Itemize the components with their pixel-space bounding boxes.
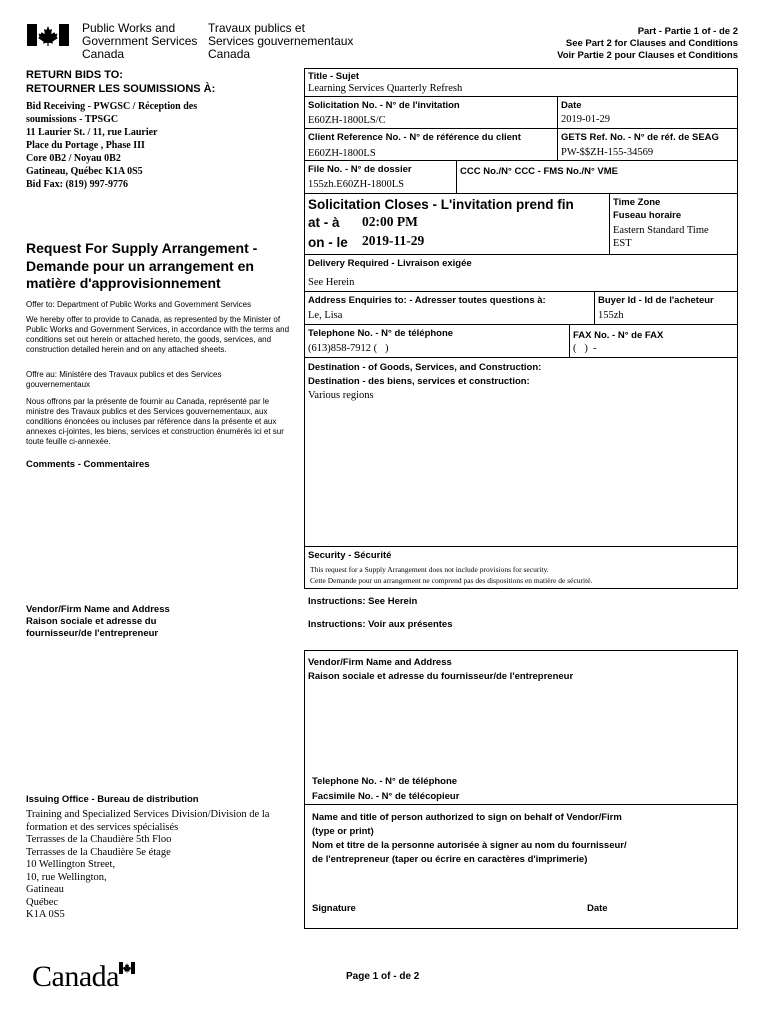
- return-bids-title: [26, 68, 215, 96]
- security-label: Security - Sécurité: [308, 550, 392, 561]
- time-zone-label-fr: Fuseau horaire: [613, 210, 682, 221]
- govt-name-en-line: Government Services: [82, 34, 198, 48]
- return-bids-address: Bid Receiving - PWGSC / Réception des soumissions - TPSGC 11 Laurier St. / 11, rue Laurier Place du Portage , Phase III Core 0B2 / Noyau 0B2 Gatineau, Québec K1A 0S5 Bid Fax: (819) 997-9776: [26, 101, 198, 190]
- instructions-en: Instructions: See Herein: [308, 596, 418, 607]
- destination-label-en: Destination - of Goods, Services, and Construction:: [308, 362, 542, 373]
- wordmark-flag-icon: [119, 962, 135, 974]
- canada-wordmark: [32, 960, 136, 994]
- closing-date-value: 2019-11-29: [362, 233, 425, 248]
- maple-leaf-flag-icon: [27, 24, 69, 46]
- security-text-en: This request for a Supply Arrangement does not include provisions for security.: [310, 565, 549, 574]
- vendor-left-label: Vendor/Firm Name and Address Raison sociale et adresse du fournisseur/de l'entrepreneur: [26, 604, 170, 639]
- telephone-value: (613)858-7912 ( ): [308, 343, 389, 354]
- gets-ref-value: PW-$$ZH-155-34569: [561, 147, 654, 158]
- part-info: [557, 26, 738, 62]
- authorized-signer-area[interactable]: [312, 870, 732, 898]
- govt-name-en-line: Canada: [82, 47, 125, 61]
- vendor-fax-label: Facsimile No. - N° de télécopieur: [312, 791, 460, 802]
- comments-label: Comments - Commentaires: [26, 459, 150, 470]
- authorized-signer-label: Name and title of person authorized to sign on behalf of Vendor/Firm (type or print) Nom et titre de la personne autorisée à signer au nom du fournisseur/ de l'entrepreneur (taper ou écrire en caractères d'imprimerie): [312, 812, 627, 865]
- time-zone-label-en: Time Zone: [613, 197, 661, 208]
- ccc-label: CCC No./N° CCC - FMS No./N° VME: [460, 166, 619, 177]
- govt-name-fr-line: Travaux publics et: [208, 21, 305, 35]
- signature-date-label: Date: [587, 903, 608, 914]
- govt-name-fr-line: Services gouvernementaux: [208, 34, 354, 48]
- offer-to-text: Offer to: Department of Public Works and Government Services: [26, 300, 252, 309]
- address-enquiries-value: Le, Lisa: [308, 310, 343, 321]
- file-no-label: File No. - N° de dossier: [308, 164, 412, 175]
- vendor-name-address-area[interactable]: [308, 686, 734, 772]
- return-bids-en: RETURN BIDS TO:: [26, 69, 123, 81]
- solicitation-closes-label: Solicitation Closes - L'invitation prend fin: [308, 197, 574, 212]
- request-title: Request For Supply Arrangement - Demande pour un arrangement en matière d'approvisionnement: [26, 240, 258, 291]
- govt-name-fr: [208, 22, 353, 61]
- instructions-fr: Instructions: Voir aux présentes: [308, 619, 453, 630]
- govt-name-en-line: Public Works and: [82, 21, 176, 35]
- at-label: at - à: [308, 215, 340, 230]
- file-no-value: 155zh.E60ZH-1800LS: [308, 179, 404, 190]
- on-label: on - le: [308, 235, 348, 250]
- vendor-telephone-label: Telephone No. - N° de téléphone: [312, 776, 458, 787]
- offre-au-text: Offre au: Ministère des Travaux publics et des Services gouvernementaux: [26, 370, 222, 389]
- address-enquiries-label: Address Enquiries to: - Adresser toutes questions à:: [308, 295, 546, 306]
- buyer-id-label: Buyer Id - Id de l'acheteur: [598, 295, 714, 306]
- govt-name-fr-line: Canada: [208, 47, 251, 61]
- title-value: Learning Services Quarterly Refresh: [308, 83, 463, 94]
- nous-offrons-text: Nous offrons par la présente de fournir au Canada, représenté par le ministre des Travaux publics et des Services gouvernementaux, aux conditions énoncées ou incluses par référence dans la présente et aux annexes ci-jointes, les biens, services et construction énumérés ici et sur toute feuille ci-annexée.: [26, 397, 284, 446]
- issuing-office-address: Training and Specialized Services Division/Division de la formation et des services spécialisés Terrasses de la Chaudière 5th Floo Terrasses de la Chaudière 5e étage 10 Wellington Street, 10, rue Wellington, Gatineau Québec K1A 0S5: [26, 809, 270, 920]
- security-text-fr: Cette Demande pour un arrangement ne comprend pas des dispositions en matière de sécurité.: [310, 576, 593, 585]
- date-label: Date: [561, 100, 582, 111]
- canada-wordmark-text: Canada: [32, 960, 119, 993]
- return-bids-fr: RETOURNER LES SOUMISSIONS À:: [26, 83, 216, 95]
- time-zone-abbrev: EST: [613, 238, 632, 249]
- gets-ref-label: GETS Ref. No. - N° de réf. de SEAG: [561, 132, 719, 143]
- solicitation-no-label: Solicitation No. - N° de l'invitation: [308, 100, 460, 111]
- vendor-box-label-en: Vendor/Firm Name and Address: [308, 657, 452, 668]
- vendor-box-label-fr: Raison sociale et adresse du fournisseur/de l'entrepreneur: [308, 671, 574, 682]
- solicitation-no-value: E60ZH-1800LS/C: [308, 115, 386, 126]
- fax-label: FAX No. - N° de FAX: [573, 330, 664, 341]
- telephone-label: Telephone No. - N° de téléphone: [308, 328, 454, 339]
- delivery-required-value: See Herein: [308, 277, 355, 288]
- we-hereby-text: We hereby offer to provide to Canada, as represented by the Minister of Public Works and Government Services, in accordance with the terms and conditions set out herein or attached hereto, the goods, services, and construction detailed herein and on any attached sheets.: [26, 315, 290, 354]
- delivery-required-label: Delivery Required - Livraison exigée: [308, 258, 472, 269]
- destination-label-fr: Destination - des biens, services et construction:: [308, 376, 530, 387]
- client-ref-label: Client Reference No. - N° de référence du client: [308, 132, 521, 143]
- page-number: Page 1 of - de 2: [346, 971, 420, 982]
- fax-value: ( ) -: [573, 343, 597, 354]
- issuing-office-label: Issuing Office - Bureau de distribution: [26, 794, 199, 805]
- closing-time-value: 02:00 PM: [362, 214, 418, 229]
- buyer-id-value: 155zh: [598, 310, 624, 321]
- destination-value: Various regions: [308, 390, 374, 401]
- see-part-en: See Part 2 for Clauses and Conditions: [565, 38, 738, 49]
- canada-flag-symbol: [27, 24, 69, 46]
- title-label: Title - Sujet: [308, 71, 360, 82]
- govt-name-en: [82, 22, 197, 61]
- signature-label: Signature: [312, 903, 356, 914]
- date-value: 2019-01-29: [561, 114, 610, 125]
- see-part-fr: Voir Partie 2 pour Clauses et Conditions: [557, 50, 738, 61]
- client-ref-value: E60ZH-1800LS: [308, 148, 376, 159]
- part-number: Part - Partie 1 of - de 2: [637, 26, 738, 37]
- time-zone-value: Eastern Standard Time: [613, 225, 709, 236]
